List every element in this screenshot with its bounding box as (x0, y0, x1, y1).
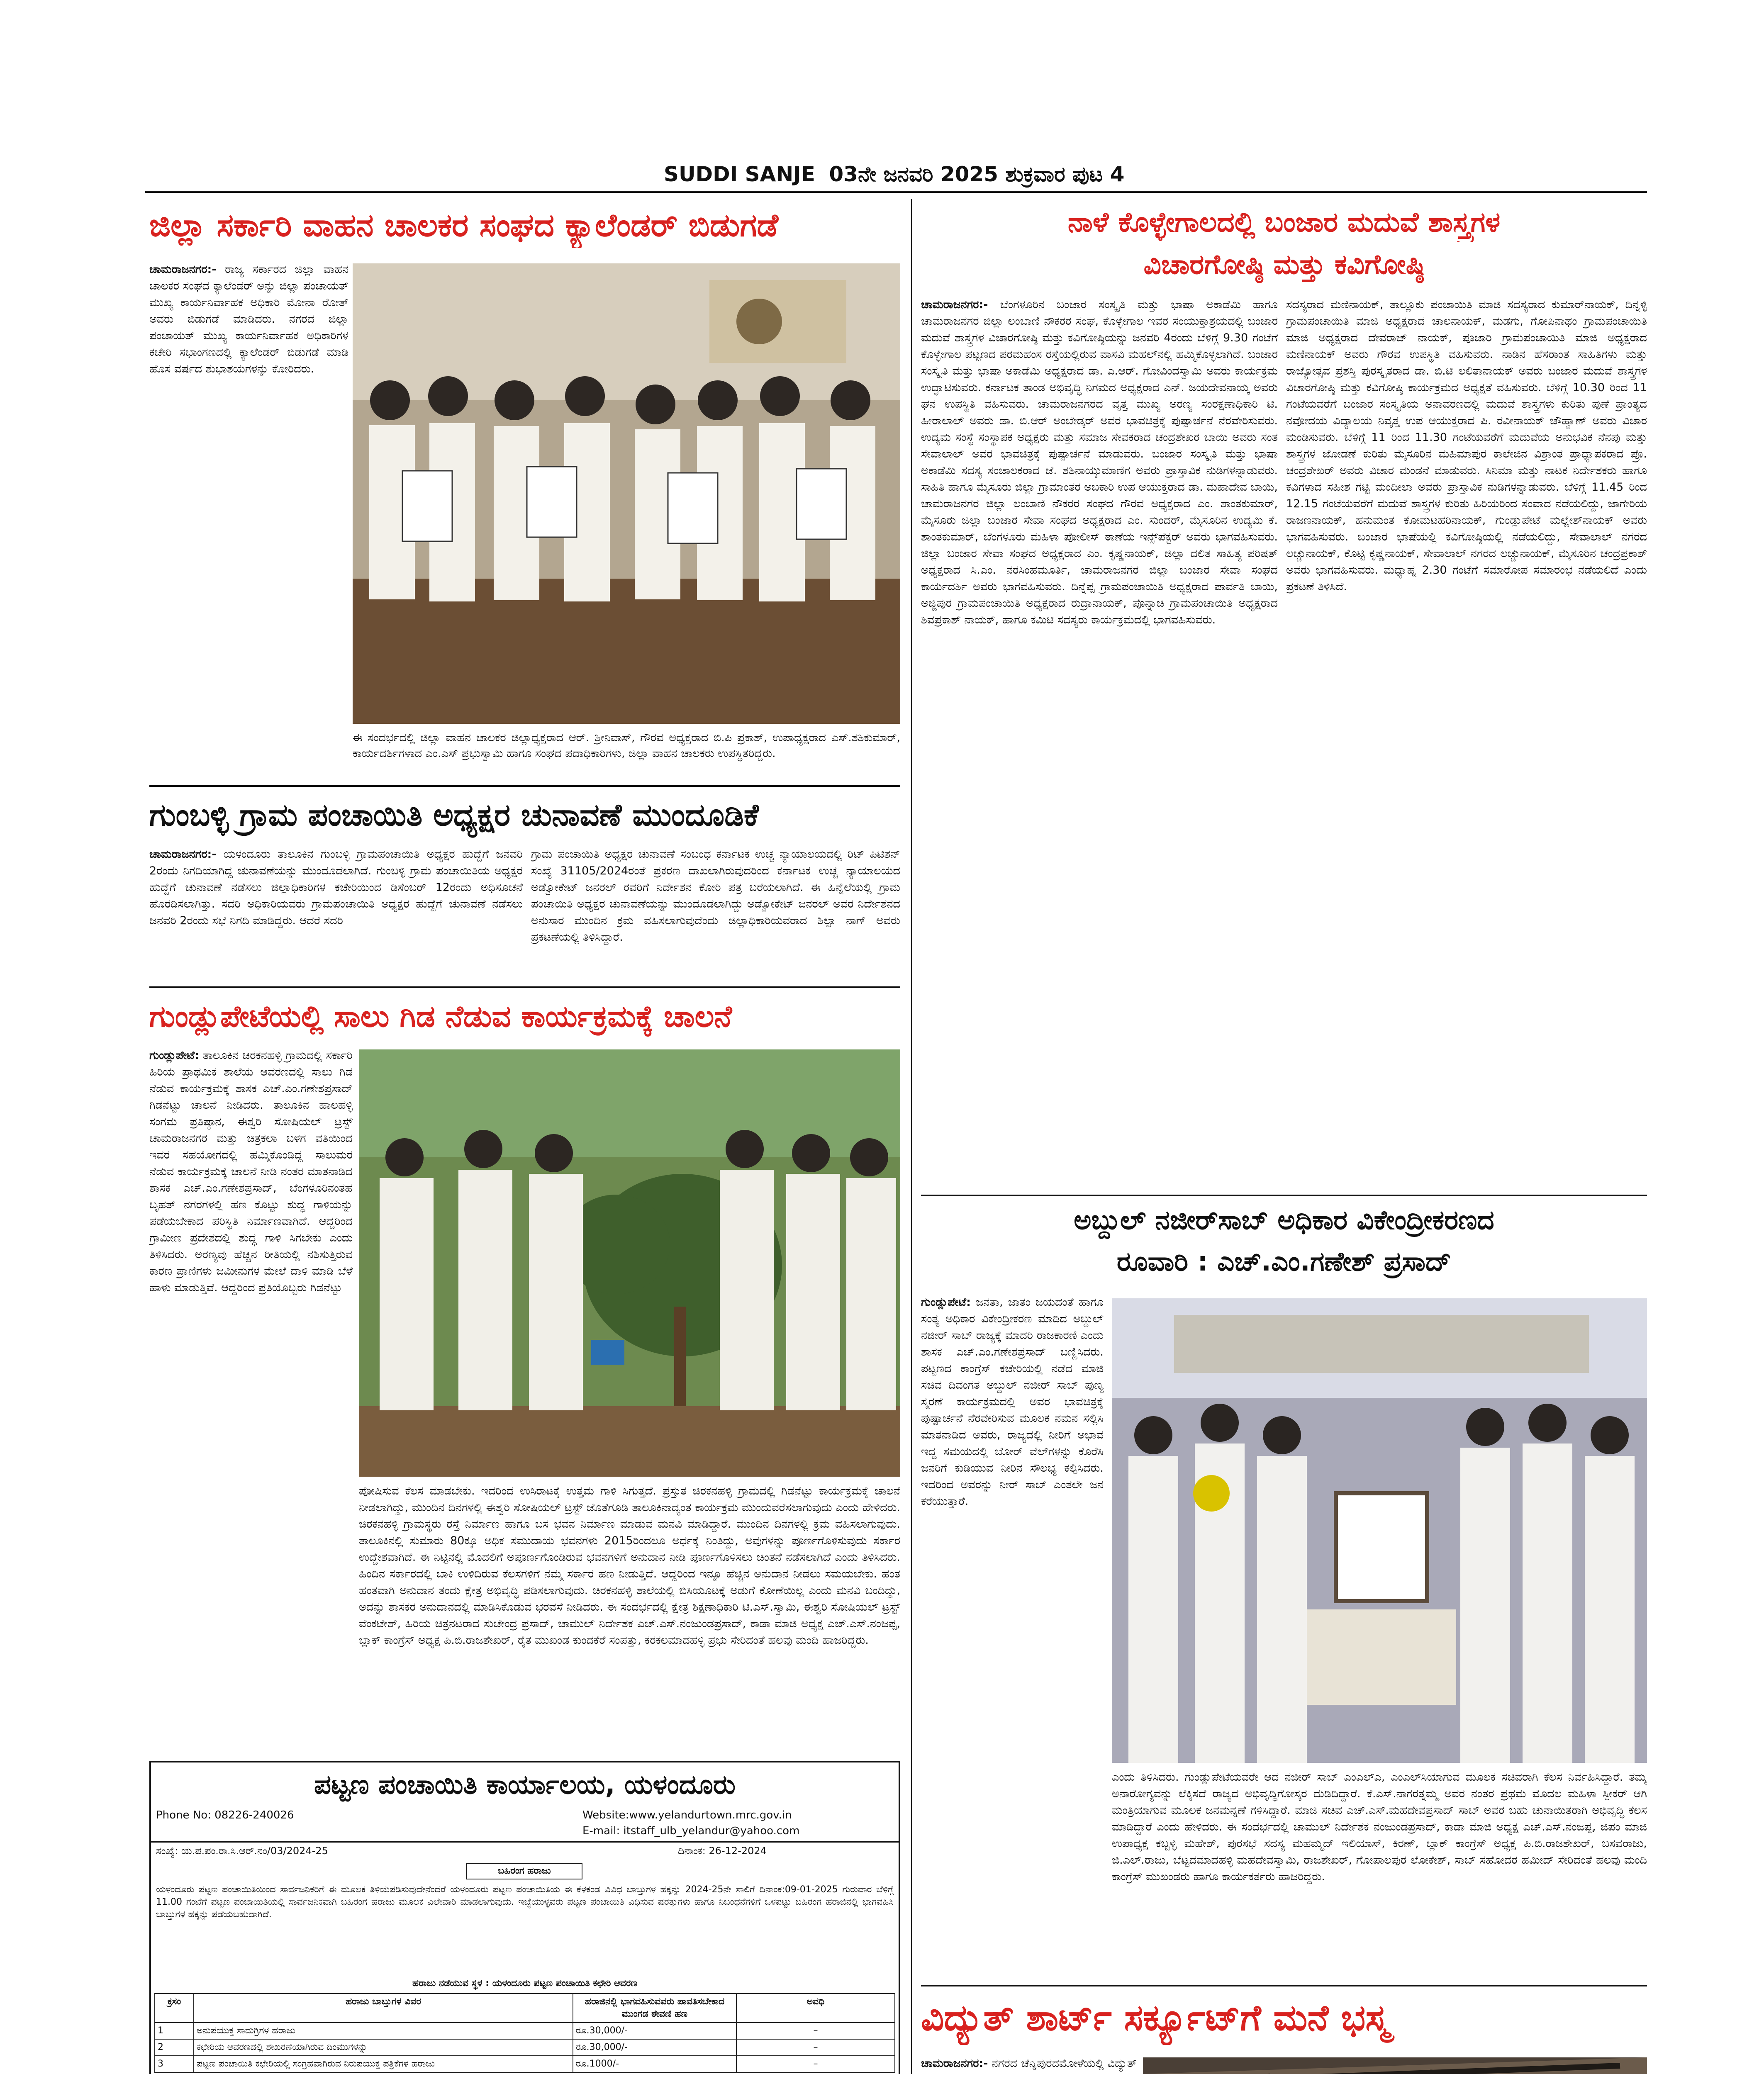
cell: ಕಛೇರಿಯ ಆವರಣದಲ್ಲಿ ಶೇಖರಣೆಯಾಗಿರುವ ದಿಂಮುಗಳನ್ನು (194, 2039, 573, 2056)
cell: ರೂ.30,000/- (573, 2039, 736, 2056)
story3-dateline: ಗುಂಡ್ಲುಪೇಟೆ: (149, 1049, 199, 1062)
cell: – (736, 2039, 895, 2056)
cell: 2 (155, 2039, 194, 2056)
story4-headline-2: ವಿಚಾರಗೋಷ್ಠಿ ಮತ್ತು ಕವಿಗೋಷ್ಠಿ (1143, 248, 1425, 280)
cell: – (736, 2056, 895, 2072)
phone-number: Phone No: 08226-240026 (156, 1809, 294, 1821)
rule-story3 (149, 986, 900, 988)
table-row (155, 2056, 895, 2072)
story1-photo (353, 263, 900, 724)
burnt-house-photo (1143, 2057, 1647, 2074)
story6-headline: ವಿದ್ಯುತ್ ಶಾರ್ಟ್ ಸರ್ಕ್ಯೂಟ್‌ಗೆ ಮನೆ ಭಸ್ಮ (921, 1997, 1389, 2039)
story1-headline: ಜಿಲ್ಲಾ ಸರ್ಕಾರಿ ವಾಹನ ಚಾಲಕರ ಸಂಘದ ಕ್ಯಾಲೆಂಡರ್ ಬಿಡುಗಡೆ (149, 207, 778, 243)
story2-col1 (149, 846, 523, 979)
story4-dateline: ಚಾಮರಾಜನಗರ:- (921, 298, 988, 311)
col-header: ಅವಧಿ (736, 1994, 895, 2023)
cell: 1 (155, 2023, 194, 2039)
cell: ರೂ.1000/- (573, 2056, 736, 2072)
email: E-mail: itstaff_ulb_yelandur@yahoo.com (582, 1825, 800, 1837)
story5-caption: ಎಂದು ತಿಳಿಸಿದರು. ಗುಂಡ್ಲುಪೇಟೆಯವರೇ ಆದ ನಜೀರ್ ಸಾಬ್ ಎಂಎಲ್‌ಎ, ಎಂಎಲ್‌ಸಿಯಾಗುವ ಮೂಲಕ ಸಚಿವರಾಗಿ ಕೆಲಸ ನಿರ್ವಹಿಸಿದ್ದಾರೆ. ತಮ್ಮ ಅನಾರೋಗ್ಯವನ್ನು ಲೆಕ್ಕಿಸದೆ ರಾಜ್ಯದ ಅಭಿವೃದ್ಧಿಗೋಸ್ಕರ ದುಡಿದಿದ್ದಾರೆ. ಕೆ.ಎಸ್.ನಾಗರತ್ನಮ್ಮ ಅವರ ನಂತರ ಪ್ರಥಮ ಮೊದಲ ಮಹಿಳಾ ಸ್ಪೀಕರ್ ಆಗಿ ಮಂತ್ರಿಯಾಗುವ ಮೂಲಕ ಜನಮನ್ನಣೆ ಗಳಿಸಿದ್ದಾರೆ. ಮಾಜಿ ಸಚಿವ ಎಚ್.ಎಸ್.ಮಹದೇವಪ್ರಸಾದ್ ಸಾಬ್ ಅವರ ಬಹು ಚುನಾಯಿತರಾಗಿ ಅಭಿವೃದ್ಧಿ ಕೆಲಸ ಮಾಡಿದ್ದಾರೆ ಎಂದು ಹೇಳಿದರು. ಈ ಸಂದರ್ಭದಲ್ಲಿ ಚಾಮುಲ್ ನಿರ್ದೇಶಕ ನಂಜುಂಡಪ್ರಸಾದ್, ಕಾಡಾ ಮಾಜಿ ಅಧ್ಯಕ್ಷ ಎಚ್.ಎಸ್.ನಂಜಪ್ಪ, ಜಿಪಂ ಮಾಜಿ ಉಪಾಧ್ಯಕ್ಷ ಕಬ್ಬಳ್ಳಿ ಮಹೇಶ್, ಪುರಸಭೆ ಸದಸ್ಯ ಮಹಮ್ಮದ್ ಇಲಿಯಾಸ್, ಕಿರಣ್, ಬ್ಲಾಕ್ ಕಾಂಗ್ರೆಸ್ ಅಧ್ಯಕ್ಷ ಪಿ.ಬಿ.ರಾಜಶೇಖರ್, ಬಸವರಾಜು, ಜಿ.ಎಲ್.ರಾಜು, ಬೆಟ್ಟದಮಾದಹಳ್ಳಿ ಮಹದೇವಸ್ವಾಮಿ, ರಾಜಶೇಖರ್, ಗೋಪಾಲಪುರ ಲೋಕೇಶ್, ಸಾಬ್ ಸಹೋದರ ಹಮೀದ್ ಸೇರಿದಂತೆ ಹಲವು ಮಂದಿ ಕಾಂಗ್ರೆಸ್ ಮುಖಂಡರು ಹಾಗೂ ಕಾರ್ಯಕರ್ತರು ಹಾಜರಿದ್ದರು. (1112, 1771, 1647, 1883)
notice-intro: ಯಳಂದೂರು ಪಟ್ಟಣ ಪಂಚಾಯಿತಿಯಿಂದ ಸಾರ್ವಜನಿಕರಿಗೆ ಈ ಮೂಲಕ ತಿಳಿಯಪಡಿಸುವುದೇನೆಂದರೆ ಯಳಂದೂರು ಪಟ್ಟಣ ಪಂಚಾಯಿತಿಯ ಈ ಕೆಳಕಂಡ ವಿವಿಧ ಬಾಬ್ತುಗಳ ಹಕ್ಕನ್ನು 2024-25ನೇ ಸಾಲಿಗೆ ದಿನಾಂಕ:09-01-2025 ಗುರುವಾರ ಬೆಳಿಗ್ಗೆ 11.00 ಗಂಟೆಗೆ ಪಟ್ಟಣ ಪಂಚಾಯಿತಿಯಲ್ಲಿ ಸಾರ್ವಜನಿಕವಾಗಿ ಬಹಿರಂಗ ಹರಾಜು ಮೂಲಕ ವಿಲೇವಾರಿ ಮಾಡಲಾಗುವುದು. ಇಚ್ಛೆಯುಳ್ಳವರು ಪಟ್ಟಣ ಪಂಚಾಯಿತಿ ವಿಧಿಸುವ ಷರತ್ತುಗಳು ಹಾಗೂ ನಿಬಂಧನೆಗಳಿಗೆ ಒಳಪಟ್ಟು ಬಹಿರಂಗ ಹರಾಜಿನಲ್ಲಿ ಭಾಗವಹಿಸಿ ಬಾಬ್ತುಗಳ ಹಕ್ಕನ್ನು ಪಡೆಯಬಹುದಾಗಿದೆ. (156, 1884, 894, 1920)
story5-photo (1112, 1298, 1647, 1763)
col-header: ಹರಾಜಿನಲ್ಲಿ ಭಾಗವಹಿಸುವವರು ಪಾವತಿಸಬೇಕಾದ ಮುಂಗಡ ಠೇವಣಿ ಹಣ (573, 1994, 736, 2023)
story6-dateline: ಚಾಮರಾಜನಗರ:- (921, 2057, 988, 2070)
cell: ಪಟ್ಟಣ ಪಂಚಾಯಿತಿ ಕಛೇರಿಯಲ್ಲಿ ಸಂಗ್ರಹವಾಗಿರುವ ನಿರುಪಯುಕ್ತ ಪತ್ರಿಕೆಗಳ ಹರಾಜು (194, 2056, 573, 2072)
story1-dateline: ಚಾಮರಾಜನಗರ:- (149, 263, 217, 276)
story2-dateline: ಚಾಮರಾಜನಗರ:- (149, 848, 217, 861)
office-title: ಪಟ್ಟಣ ಪಂಚಾಯಿತಿ ಕಾರ್ಯಾಲಯ, ಯಳಂದೂರು (314, 1770, 736, 1800)
auction-notice (149, 1761, 900, 2074)
story1-body (149, 261, 348, 635)
venue-line: ಹರಾಜು ನಡೆಯುವ ಸ್ಥಳ : ಯಳಂದೂರು ಪಟ್ಟಣ ಪಂಚಾಯಿತಿ ಕಛೇರಿ ಆವರಣ (412, 1978, 638, 1989)
story5-dateline: ಗುಂಡ್ಲುಪೇಟೆ: (921, 1296, 971, 1309)
story3-photo (359, 1049, 900, 1477)
story1-caption: ಈ ಸಂದರ್ಭದಲ್ಲಿ ಜಿಲ್ಲಾ ವಾಹನ ಚಾಲಕರ ಜಿಲ್ಲಾಧ್ಯಕ್ಷರಾದ ಆರ್. ಶ್ರೀನಿವಾಸ್, ಗೌರವ ಅಧ್ಯಕ್ಷರಾದ ಬಿ.ಪಿ ಪ್ರಕಾಶ್, ಉಪಾಧ್ಯಕ್ಷರಾದ ಎಸ್.ಶಶಿಕುಮಾರ್, ಕಾರ್ಯದರ್ಶಿಗಳಾದ ಎಂ.ಎಸ್ ಪ್ರಭುಸ್ವಾಮಿ ಹಾಗೂ ಸಂಘದ ಪದಾಧಿಕಾರಿಗಳು, ಜಿಲ್ಲಾ ವಾಹನ ಚಾಲಕರು ಉಪಸ್ಥಿತರಿದ್ದರು. (353, 731, 900, 760)
table-row (155, 2023, 895, 2039)
story2-text1: ಯಳಂದೂರು ತಾಲೂಕಿನ ಗುಂಬಳ್ಳಿ ಗ್ರಾಮಪಂಚಾಯಿತಿ ಅಧ್ಯಕ್ಷರ ಹುದ್ದೆಗೆ ಜನವರಿ 2ರಂದು ನಿಗದಿಯಾಗಿದ್ದ ಚುನಾವಣೆಯನ್ನು ಮುಂದೂಡಲಾಗಿದೆ. ಗುಂಬಳ್ಳಿ ಗ್ರಾಮ ಪಂಚಾಯಿತಿಯ ಅಧ್ಯಕ್ಷರ ಹುದ್ದೆಗೆ ಚುನಾವಣೆ ನಡೆಸಲು ಜಿಲ್ಲಾಧಿಕಾರಿಗಳ ಕಚೇರಿಯಿಂದ ಡಿಸೆಂಬರ್ 12ರಂದು ಅಧಿಸೂಚನೆ ಹೊರಡಿಸಲಾಗಿತ್ತು. ಸದರಿ ಅಧಿಕಾರಿಯವರು ಗ್ರಾಮಪಂಚಾಯಿತಿ ಅಧ್ಯಕ್ಷರ ಹುದ್ದೆಗೆ ಚುನಾವಣೆ ನಡೆಸಲು ಜನವರಿ 2ರಂದು ಸಭೆ ನಿಗದಿ ಮಾಡಿದ್ದರು. ಆದರೆ ಸದರಿ (149, 848, 523, 927)
story3-headline: ಗುಂಡ್ಲುಪೇಟೆಯಲ್ಲಿ ಸಾಲು ಗಿಡ ನೆಡುವ ಕಾರ್ಯಕ್ರಮಕ್ಕೆ ಚಾಲನೆ (149, 999, 732, 1034)
calendar-release-photo (353, 263, 900, 724)
story6-col1 (921, 2055, 1137, 2074)
column-divider (911, 199, 912, 2074)
table-row (155, 2039, 895, 2056)
website: Website:www.yelandurtown.mrc.gov.in (582, 1809, 792, 1821)
story2-col2: ಗ್ರಾಮ ಪಂಚಾಯಿತಿ ಅಧ್ಯಕ್ಷರ ಚುನಾವಣೆ ಸಂಬಂಧ ಕರ್ನಾಟಕ ಉಚ್ಚ ನ್ಯಾಯಾಲಯದಲ್ಲಿ ರಿಟ್ ಪಿಟಿಶನ್ ಸಂಖ್ಯೆ 31105/2024ರಂತೆ ಪ್ರಕರಣ ದಾಖಲಾಗಿರುವುದರಿಂದ ಕರ್ನಾಟಕ ಉಚ್ಚ ನ್ಯಾಯಾಲಯದ ಅಡ್ವೋಕೇಟ್ ಜನರಲ್ ರವರಿಗೆ ನಿರ್ದೇಶನ ಕೋರಿ ಪತ್ರ ಬರೆಯಲಾಗಿದೆ. ಈ ಹಿನ್ನೆಲೆಯಲ್ಲಿ ಗ್ರಾಮ ಪಂಚಾಯಿತಿ ಅಧ್ಯಕ್ಷರ ಚುನಾವಣೆಯನ್ನು ಮುಂದೂಡಲಾಗಿದ್ದು ಅಡ್ವೋಕೇಟ್ ಜನರಲ್ ಅವರ ನಿರ್ದೇಶನದ ಅನುಸಾರ ಮುಂದಿನ ಕ್ರಮ ವಹಿಸಲಾಗುವುದೆಂದು ಜಿಲ್ಲಾಧಿಕಾರಿಯವರಾದ ಶಿಲ್ಪಾ ನಾಗ್ ಅವರು ಪ್ರಕಟಣೆಯಲ್ಲಿ ತಿಳಿಸಿದ್ದಾರೆ. (531, 848, 900, 944)
story3-col1 (149, 1047, 353, 1748)
notice-title: ಬಹಿರಂಗ ಹರಾಜು (466, 1863, 582, 1879)
cell: ಅನುಪಯುಕ್ತ ಸಾಮಗ್ರಿಗಳ ಹರಾಜು (194, 2023, 573, 2039)
story3-text1: ತಾಲೂಕಿನ ಚಿರಕನಹಳ್ಳಿ ಗ್ರಾಮದಲ್ಲಿ ಸರ್ಕಾರಿ ಹಿರಿಯ ಪ್ರಾಥಮಿಕ ಶಾಲೆಯ ಆವರಣದಲ್ಲಿ ಸಾಲು ಗಿಡ ನೆಡುವ ಕಾರ್ಯಕ್ರಮಕ್ಕೆ ಶಾಸಕ ಎಚ್.ಎಂ.ಗಣೇಶಪ್ರಸಾದ್ ಗಿಡನೆಟ್ಟು ಚಾಲನೆ ನೀಡಿದರು. ತಾಲೂಕಿನ ಹಾಲಹಳ್ಳಿ ಸಂಗಮ ಪ್ರತಿಷ್ಠಾನ, ಈಶ್ವರಿ ಸೋಷಿಯಲ್ ಟ್ರಸ್ಟ್ ಚಾಮರಾಜನಗರ ಮತ್ತು ಚಿತ್ರಕಲಾ ಬಳಗ ವತಿಯಿಂದ ಇವರ ಸಹಯೋಗದಲ್ಲಿ ಹಮ್ಮಿಕೊಂಡಿದ್ದ ಸಾಲುಮರ ನೆಡುವ ಕಾರ್ಯಕ್ರಮಕ್ಕೆ ಚಾಲನೆ ನೀಡಿ ನಂತರ ಮಾತನಾಡಿದ ಶಾಸಕ ಎಚ್.ಎಂ.ಗಣೇಶಪ್ರಸಾದ್, ಬೆಂಗಳೂರಿನಂತಹ ಬೃಹತ್ ನಗರಗಳಲ್ಲಿ ಹಣ ಕೊಟ್ಟು ಶುದ್ಧ ಗಾಳಿಯನ್ನು ಪಡೆಯಬೇಕಾದ ಪರಿಸ್ಥಿತಿ ನಿರ್ಮಾಣವಾಗಿದೆ. ಆದ್ದರಿಂದ ಗ್ರಾಮೀಣ ಪ್ರದೇಶದಲ್ಲಿ ಶುದ್ಧ ಗಾಳಿ ಸಿಗಬೇಕು ಎಂದು ತಿಳಿಸಿದರು. ಅರಣ್ಯವು ಹೆಚ್ಚಿನ ರೀತಿಯಲ್ಲಿ ನಶಿಸುತ್ತಿರುವ ಕಾರಣ ಪ್ರಾಣಿಗಳು ಜಮೀನುಗಳ ಮೇಲೆ ದಾಳಿ ಮಾಡಿ ಬೆಳೆ ಹಾಳು ಮಾಡುತ್ತಿವೆ. ಆದ್ದರಿಂದ ಪ್ರತಿಯೊಬ್ಬರು ಗಿಡನೆಟ್ಟು (149, 1049, 353, 1294)
story5-text1: ಜನತಾ, ಜಾತಂ ಜಯದಂತೆ ಹಾಗೂ ಸಂತ್ಯ ಅಧಿಕಾರ ವಿಕೇಂದ್ರೀಕರಣ ಮಾಡಿದ ಅಬ್ದುಲ್ ನಜೀರ್ ಸಾಬ್ ರಾಜ್ಯಕ್ಕೆ ಮಾದರಿ ರಾಜಕಾರಣಿ ಎಂದು ಶಾಸಕ ಎಚ್.ಎಂ.ಗಣೇಶಪ್ರಸಾದ್ ಬಣ್ಣಿಸಿದರು. ಪಟ್ಟಣದ ಕಾಂಗ್ರೆಸ್ ಕಚೇರಿಯಲ್ಲಿ ನಡೆದ ಮಾಜಿ ಸಚಿವ ದಿವಂಗತ ಅಬ್ದುಲ್ ನಜೀರ್ ಸಾಬ್ ಪುಣ್ಯ ಸ್ಮರಣೆ ಕಾರ್ಯಕ್ರಮದಲ್ಲಿ ಅವರ ಭಾವಚಿತ್ರಕ್ಕೆ ಪುಷ್ಪಾರ್ಚನೆ ನೆರವೇರಿಸುವ ಮೂಲಕ ನಮನ ಸಲ್ಲಿಸಿ ಮಾತನಾಡಿದ ಅವರು, ರಾಜ್ಯದಲ್ಲಿ ನೀರಿಗೆ ಅಭಾವ ಇದ್ದ ಸಮಯದಲ್ಲಿ ಬೋರ್ ವೆಲ್‌ಗಳನ್ನು ಕೊರೆಸಿ ಜನರಿಗೆ ಕುಡಿಯುವ ನೀರಿನ ಸೌಲಭ್ಯ ಕಲ್ಪಿಸಿದರು. ಇದರಿಂದ ಅವರನ್ನು ನೀರ್ ಸಾಬ್ ಎಂತಲೇ ಜನ ಕರೆಯುತ್ತಾರೆ. (921, 1296, 1104, 1508)
story1-text: ರಾಜ್ಯ ಸರ್ಕಾರದ ಜಿಲ್ಲಾ ವಾಹನ ಚಾಲಕರ ಸಂಘದ ಕ್ಯಾಲೆಂಡರ್ ಅನ್ನು ಜಿಲ್ಲಾ ಪಂಚಾಯತ್ ಮುಖ್ಯ ಕಾರ್ಯನಿರ್ವಾಹಕ ಅಧಿಕಾರಿ ಮೋನಾ ರೋತ್ ಅವರು ಬಿಡುಗಡೆ ಮಾಡಿದರು. ನಗರದ ಜಿಲ್ಲಾ ಪಂಚಾಯತ್ ಮುಖ್ಯ ಕಾರ್ಯನಿರ್ವಾಹಕ ಅಧಿಕಾರಿಗಳ ಕಚೇರಿ ಸಭಾಂಗಣದಲ್ಲಿ ಕ್ಯಾಲೆಂಡರ್ ಬಿಡುಗಡೆ ಮಾಡಿ ಹೊಸ ವರ್ಷದ ಶುಭಾಶಯಗಳನ್ನು ಕೋರಿದರು. (149, 263, 348, 375)
paper-name: SUDDI SANJE (664, 162, 815, 186)
story5-headline-1: ಅಬ್ದುಲ್ ನಜೀರ್‌ಸಾಬ್ ಅಧಿಕಾರ ವಿಕೇಂದ್ರೀಕರಣದ (1074, 1205, 1494, 1236)
col-header: ಹರಾಜು ಬಾಬ್ತುಗಳ ವಿವರ (194, 1994, 573, 2023)
masthead (664, 160, 1162, 189)
rule-story6 (921, 1985, 1647, 1986)
col-header: ಕ್ರಸಂ (155, 1994, 194, 2023)
story2-headline: ಗುಂಬಳ್ಳಿ ಗ್ರಾಮ ಪಂಚಾಯಿತಿ ಅಧ್ಯಕ್ಷರ ಚುನಾವಣೆ ಮುಂದೂಡಿಕೆ (149, 797, 759, 833)
notice-date: ದಿನಾಂಕ: 26-12-2024 (678, 1845, 767, 1857)
story6-photo (1143, 2057, 1647, 2074)
memorial-tribute-photo (1112, 1298, 1647, 1763)
story6-text1: ನಗರದ ಚೆನ್ನಿಪುರದಮೋಳೆಯಲ್ಲಿ ವಿದ್ಯುತ್ (992, 2057, 1137, 2070)
story5-col1 (921, 1294, 1104, 1974)
tree-planting-photo (359, 1049, 900, 1477)
story4-headline-1: ನಾಳೆ ಕೊಳ್ಳೇಗಾಲದಲ್ಲಿ ಬಂಜಾರ ಮದುವೆ ಶಾಸ್ತ್ರಗಳ (1067, 206, 1501, 238)
cell: 3 (155, 2056, 194, 2072)
masthead-rule (145, 191, 1647, 193)
story5-headline-2: ರೂವಾರಿ : ಎಚ್.ಎಂ.ಗಣೇಶ್ ಪ್ರಸಾದ್ (1116, 1246, 1452, 1277)
reference-number: ಸಂಖ್ಯೆ: ಯ.ಪ.ಪಂ.ರಾ.ಸಿ.ಆರ್.ನಂ/03/2024-25 (156, 1845, 328, 1857)
rule-story2 (149, 785, 900, 787)
rule-story5 (921, 1195, 1647, 1196)
story4-col2: ಸದಸ್ಯರಾದ ಮಣಿನಾಯಕ್, ತಾಲ್ಲೂಕು ಪಂಚಾಯಿತಿ ಮಾಜಿ ಸದಸ್ಯರಾದ ಕುಮಾರ್‌ನಾಯಕ್, ದಿನ್ನಳ್ಳಿ ಗ್ರಾಮಪಂಚಾಯಿತಿ ಮಾಜಿ ಅಧ್ಯಕ್ಷರಾದ ಚಾಲನಾಯಕ್, ಮಡಗು, ಗೋಪಿನಾಥಂ ಗ್ರಾಮಪಂಚಾಯಿತಿ ಮಾಜಿ ಅಧ್ಯಕ್ಷರಾದ ದೇವರಾಜ್ ನಾಯಕ್, ಪೂಜಾರಿ ಗ್ರಾಮಪಂಚಾಯಿತಿ ಮಾಜಿ ಅಧ್ಯಕ್ಷರಾದ ಮಣಿನಾಯಕ್ ಅವರು ಗೌರವ ಉಪಸ್ಥಿತಿ ವಹಿಸುವರು. ನಾಡಿನ ಹೆಸರಾಂತ ಸಾಹಿತಿಗಳು ಮತ್ತು ರಾಜ್ಯೋತ್ಸವ ಪ್ರಶಸ್ತಿ ಪುರಸ್ಕೃತರಾದ ಡಾ. ಬಿ.ಟಿ ಲಲಿತಾನಾಯಕ್ ಅವರು ಬಂಜಾರ ಮದುವೆ ಶಾಸ್ತ್ರಗಳ ವಿಚಾರಗೋಷ್ಠಿ ಮತ್ತು ಕವಿಗೋಷ್ಠಿ ಕಾರ್ಯಕ್ರಮದ ಅಧ್ಯಕ್ಷತೆ ವಹಿಸುವರು. ಬೆಳಿಗ್ಗೆ 10.30 ರಿಂದ 11 ಗಂಟೆಯವರೆಗೆ ಬಂಜಾರ ಸಂಸ್ಕೃತಿಯ ಅನಾವರಣದಲ್ಲಿ ಮದುವೆ ಶಾಸ್ತ್ರಗಳು ಕುರಿತು ಪುಣೆ ಪ್ರಾಂತ್ಯದ ನವೋದಯ ವಿದ್ಯಾಲಯ ನಿವೃತ್ತ ಉಪ ಆಯುಕ್ತರಾದ ಪಿ. ರವೀನಾಯಕ್ ಚೌಹ್ವಾಣ್ ಅವರು ವಿಚಾರ ಮಂಡಿಸುವರು. ಬೆಳಿಗ್ಗೆ 11 ರಿಂದ 11.30 ಗಂಟೆಯವರೆಗೆ ಮದುವೆಯ ಅನುಭವಿಕ ನೆನಪು ಮತ್ತು ಶಾಸ್ತ್ರಗಳ ಜೋಡಣೆ ಕುರಿತು ಮೈಸೂರಿನ ಮಹಿಮಾಪುರ ಕಾಲೇಜಿನ ವಿಶ್ರಾಂತ ಪ್ರಾಧ್ಯಾಪಕರಾದ ಪ್ರೊ. ಚಂದ್ರಶೇಖರ್ ಅವರು ವಿಚಾರ ಮಂಡನೆ ಮಾಡುವರು. ಸಿನಿಮಾ ಮತ್ತು ನಾಟಕ ನಿರ್ದೇಶಕರು ಹಾಗೂ ಕವಿಗಳಾದ ಸಹೀಶ ಗಟ್ಟಿ ಮಂದೀಲಾ ಅವರು ಪ್ರಾಸ್ತಾವಿಕ ನುಡಿಗಳನ್ನಾಡುವರು. ಬೆಳಿಗ್ಗೆ 11.45 ರಿಂದ 12.15 ಗಂಟೆಯವರೆಗೆ ಮದುವೆ ಶಾಸ್ತ್ರಗಳ ಕುರಿತು ಹಿರಿಯರಿಂದ ಸಂವಾದ ನಡೆಯಲಿದ್ದು, ಜಾಗೇರಿಯ ರಾಜಣನಾಯಕ್, ಹನುಮಂತ ಕೋಮಟಹರಿನಾಯಕ್, ಗುಂಡ್ಲುಪೇಟೆ ಮಲ್ಲೇಶ್‌ನಾಯಕ್ ಅವರು ಭಾಗವಹಿಸುವರು. ಬಂಜಾರ ಭಾಷೆಯಲ್ಲಿ ಕವಿಗೋಷ್ಠಿಯಲ್ಲಿ ನಡೆಯಲಿದ್ದು, ಸೇವಾಲಾಲ್ ನಗರದ ಲಚ್ಚುನಾಯಕ್, ಕೊಟ್ಟಿ ಕೃಷ್ಣನಾಯಕ್, ಸೇವಾಲಾಲ್ ನಗರದ ಲಚ್ಚುನಾಯಕ್, ಮೈಸೂರಿನ ಚಂದ್ರಪ್ರಕಾಶ್ ಅವರು ಭಾಗವಹಿಸುವರು. ಮಧ್ಯಾಹ್ನ 2.30 ಗಂಟೆಗೆ ಸಮಾರೋಪ ಸಮಾರಂಭ ನಡೆಯಲಿದೆ ಎಂದು ಪ್ರಕಟಣೆ ತಿಳಿಸಿದೆ. (1286, 298, 1647, 593)
story3-col2: ಪೋಷಿಸುವ ಕೆಲಸ ಮಾಡಬೇಕು. ಇದರಿಂದ ಉಸಿರಾಟಕ್ಕೆ ಉತ್ತಮ ಗಾಳಿ ಸಿಗುತ್ತದೆ. ಪ್ರಸ್ತುತ ಚಿರಕನಹಳ್ಳಿ ಗ್ರಾಮದಲ್ಲಿ ಗಿಡನೆಟ್ಟು ಕಾರ್ಯಕ್ರಮಕ್ಕೆ ಚಾಲನೆ ನೀಡಲಾಗಿದ್ದು, ಮುಂದಿನ ದಿನಗಳಲ್ಲಿ ಈಶ್ವರಿ ಸೋಷಿಯಲ್ ಟ್ರಸ್ಟ್ ಜೊತೆಗೂಡಿ ತಾಲೂಕಿನಾದ್ಯಂತ ಕಾರ್ಯಕ್ರಮ ಮುಂದುವರೆಸಲಾಗುವುದು ಎಂದು ಹೇಳಿದರು. ಚಿರಕನಹಳ್ಳಿ ಗ್ರಾಮಸ್ಥರು ರಸ್ತೆ ನಿರ್ಮಾಣ ಹಾಗೂ ಬಸ ಭವನ ನಿರ್ಮಾಣ ಮಾಡುವ ಮನವಿ ಮಾಡಿದ್ದಾರೆ. ಮುಂದಿನ ದಿನಗಳಲ್ಲಿ ಕ್ರಮ ವಹಿಸಲಾಗುವುದು. ತಾಲೂಕಿನಲ್ಲಿ ಸುಮಾರು 80ಕ್ಕೂ ಅಧಿಕ ಸಮುದಾಯ ಭವನಗಳು 2015ರಿಂದಲೂ ಅರ್ಧಕ್ಕೆ ನಿಂತಿದ್ದು, ಅವುಗಳನ್ನು ಪೂರ್ಣಗೊಳಿಸುವುದು ಸರ್ಕಾರ ಉದ್ದೇಶವಾಗಿದೆ. ಈ ನಿಟ್ಟಿನಲ್ಲಿ ಮೊದಲಿಗೆ ಅಪೂರ್ಣಗೊಂಡಿರುವ ಭವನಗಳಿಗೆ ಅನುದಾನ ನೀಡಿ ಪೂರ್ಣಗೊಳಿಸಲು ಚಿಂತನೆ ನಡೆಸಲಾಗಿದೆ ಎಂದು ತಿಳಿಸಿದರು. ಹಿಂದಿನ ಸರ್ಕಾರದಲ್ಲಿ ಬಾಕಿ ಉಳಿದಿರುವ ಕೆಲಸಗಳಿಗೆ ನಮ್ಮ ಸರ್ಕಾರ ಹಣ ನೀಡುತ್ತಿದೆ. ಆದ್ದರಿಂದ ಇನ್ನೂ ಹೆಚ್ಚಿನ ಅನುದಾನ ನೀಡಲು ಸಮಯಬೇಕು. ಹಂತ ಹಂತವಾಗಿ ಅನುದಾನ ತಂದು ಕ್ಷೇತ್ರ ಅಭಿವೃದ್ಧಿ ಪಡಿಸಲಾಗುವುದು. ಚಿರಕನಹಳ್ಳಿ ಶಾಲೆಯಲ್ಲಿ ಬಿಸಿಯೂಟಕ್ಕೆ ಅಡುಗೆ ಕೋಣೆಯಿಲ್ಲ ಎಂದು ಮನವಿ ಬಂದಿದ್ದು, ಅದನ್ನು ಶಾಸಕರ ಅನುದಾನದಲ್ಲಿ ಮಾಡಿಸಿಕೊಡುವ ಭರವಸೆ ನೀಡಿದರು. ಈ ಸಂದರ್ಭದಲ್ಲಿ ಕ್ಷೇತ್ರ ಶಿಕ್ಷಣಾಧಿಕಾರಿ ಟಿ.ಎಸ್.ಸ್ವಾಮಿ, ಈಶ್ವರಿ ಸೋಷಿಯಲ್ ಟ್ರಸ್ಟ್ ವೆಂಕಟೇಶ್, ಹಿರಿಯ ಚಿತ್ರನಟರಾದ ಸುಚೇಂದ್ರ ಪ್ರಸಾದ್, ಚಾಮುಲ್ ನಿರ್ದೇಶಕ ಎಚ್.ಎಸ್.ನಂಜುಂಡಪ್ರಸಾದ್, ಕಾಡಾ ಮಾಜಿ ಅಧ್ಯಕ್ಷ ಎಚ್.ಎಸ್.ನಂಜಪ್ಪ, ಬ್ಲಾಕ್ ಕಾಂಗ್ರೆಸ್ ಅಧ್ಯಕ್ಷ ಪಿ.ಬಿ.ರಾಜಶೇಖರ್, ರೈತ ಮುಖಂಡ ಕುಂದಕೆರೆ ಸಂಪತ್ತು, ಕರಕಲಮಾದಹಳ್ಳಿ ಪ್ರಭು ಸೇರಿದಂತೆ ಹಲವು ಮಂದಿ ಹಾಜರಿದ್ದರು. (359, 1485, 900, 1647)
story4-col1 (921, 297, 1278, 1184)
lots-table (154, 1993, 895, 2073)
lots-table-header (155, 1994, 895, 2023)
cell: ರೂ.30,000/- (573, 2023, 736, 2039)
story4-text1: ಬೆಂಗಳೂರಿನ ಬಂಜಾರ ಸಂಸ್ಕೃತಿ ಮತ್ತು ಭಾಷಾ ಅಕಾಡೆಮಿ ಹಾಗೂ ಚಾಮರಾಜನಗರ ಜಿಲ್ಲಾ ಲಂಬಾಣಿ ನೌಕರರ ಸಂಘ, ಕೊಳ್ಳೇಗಾಲ ಇವರ ಸಂಯುಕ್ತಾಶ್ರಯದಲ್ಲಿ ಬಂಜಾರ ಮದುವೆ ಶಾಸ್ತ್ರಗಳ ವಿಚಾರಗೋಷ್ಠಿ ಮತ್ತು ಕವಿಗೋಷ್ಠಿಯನ್ನು ಜನವರಿ 4ರಂದು ಬೆಳಿಗ್ಗೆ 9.30 ಗಂಟೆಗೆ ಕೊಳ್ಳೇಗಾಲ ಪಟ್ಟಣದ ಪರಮಹಂಸ ರಸ್ತೆಯಲ್ಲಿರುವ ವಾಸವಿ ಮಹಲ್‌ನಲ್ಲಿ ಹಮ್ಮಿಕೊಳ್ಳಲಾಗಿದೆ. ಬಂಜಾರ ಸಂಸ್ಕೃತಿ ಮತ್ತು ಭಾಷಾ ಅಕಾಡೆಮಿ ಅಧ್ಯಕ್ಷರಾದ ಡಾ. ಎ.ಆರ್. ಗೋವಿಂದಸ್ವಾಮಿ ಅವರು ಕಾರ್ಯಕ್ರಮ ಉದ್ಘಾಟಿಸುವರು. ಕರ್ನಾಟಕ ತಾಂಡ ಅಭಿವೃದ್ಧಿ ನಿಗಮದ ಅಧ್ಯಕ್ಷರಾದ ಎನ್. ಜಯದೇವನಾಯ್ಕ ಅವರು ಘನ ಉಪಸ್ಥಿತಿ ವಹಿಸುವರು. ಚಾಮರಾಜನಗರದ ವೃತ್ತ ಮುಖ್ಯ ಅರಣ್ಯ ಸಂರಕ್ಷಣಾಧಿಕಾರಿ ಟಿ. ಹೀರಾಲಾಲ್ ಅವರು ಡಾ. ಬಿ.ಆರ್ ಅಂಬೇಡ್ಕರ್ ಅವರ ಭಾವಚಿತ್ರಕ್ಕೆ ಪುಷ್ಪಾರ್ಚನೆ ನೆರವೇರಿಸುವರು. ಉದ್ಯಮ ಸಂಸ್ಥೆ ಸಂಸ್ಥಾಪಕ ಅಧ್ಯಕ್ಷರು ಮತ್ತು ಸಮಾಜ ಸೇವಕರಾದ ಚಂದ್ರಶೇಖರ ಬಾಯಿ ಅವರು ಸಂತ ಸೇವಾಲಾಲ್ ಅವರ ಭಾವಚಿತ್ರಕ್ಕೆ ಪುಷ್ಪಾರ್ಚನೆ ಮಾಡುವರು. ಬಂಜಾರ ಸಂಸ್ಕೃತಿ ಮತ್ತು ಭಾಷಾ ಅಕಾಡೆಮಿ ಸದಸ್ಯ ಸಂಚಾಲಕರಾದ ಜೆ. ಶಶಿನಾಯ್ಕುಮಾಣಿಗ ಅವರು ಪ್ರಾಸ್ತಾವಿಕ ನುಡಿಗಳನ್ನಾಡುವರು. ಸಾಹಿತಿ ಹಾಗೂ ಮೈಸೂರು ಜಿಲ್ಲಾ ಗ್ರಾಮಾಂತರ ಅಬಕಾರಿ ಉಪ ಆಯುಕ್ತರಾದ ಡಾ. ಮಹಾದೇವ ಬಾಯಿ, ಚಾಮರಾಜನಗರ ಜಿಲ್ಲಾ ಲಂಬಾಣಿ ನೌಕರರ ಸಂಘದ ಗೌರವ ಅಧ್ಯಕ್ಷರಾದ ಎಂ. ಶಾಂತಕುಮಾರ್, ಮೈಸೂರು ಜಿಲ್ಲಾ ಬಂಜಾರ ಸೇವಾ ಸಂಘದ ಅಧ್ಯಕ್ಷರಾದ ಎಂ. ಸುಂದರ್, ಮೈಸೂರಿನ ಉದ್ಯಮಿ ಕೆ. ಶಾಂತಕುಮಾರ್, ಬೆಂಗಳೂರು ಮಹಿಳಾ ಪೋಲೀಸ್ ಠಾಣೆಯ ಇನ್ಸ್‌ಪೆಕ್ಟರ್ ಅವರು ಭಾಗವಹಿಸುವರು. ಜಿಲ್ಲಾ ಬಂಜಾರ ಸೇವಾ ಸಂಘದ ಅಧ್ಯಕ್ಷರಾದ ಎಂ. ಕೃಷ್ಣನಾಯಕ್, ಜಿಲ್ಲಾ ದಲಿತ ಸಾಹಿತ್ಯ ಪರಿಷತ್ ಅಧ್ಯಕ್ಷರಾದ ಸಿ.ಎಂ. ನರಸಿಂಹಮೂರ್ತಿ, ಚಾಮರಾಜನಗರ ಜಿಲ್ಲಾ ಬಂಜಾರ ಸೇವಾ ಸಂಘದ ಕಾರ್ಯದರ್ಶಿ ಅವರು ಭಾಗವಹಿಸುವರು. ದಿನ್ನೆಪ್ಪ ಗ್ರಾಮಪಂಚಾಯಿತಿ ಅಧ್ಯಕ್ಷರಾದ ಪಾರ್ವತಿ ಬಾಯಿ, ಅಜ್ಜಿಪುರ ಗ್ರಾಮಪಂಚಾಯಿತಿ ಅಧ್ಯಕ್ಷರಾದ ರುದ್ರಾನಾಯಕ್, ಪೊನ್ನಾಚಿ ಗ್ರಾಮಪಂಚಾಯಿತಿ ಅಧ್ಯಕ್ಷರಾದ ಶಿವಪ್ರಕಾಶ್ ನಾಯಕ್, ಹಾಗೂ ಕಮಿಟಿ ಸದಸ್ಯರು ಕಾರ್ಯಕ್ರಮದಲ್ಲಿ ಭಾಗವಹಿಸುವರು. (921, 298, 1278, 626)
date-line: 03ನೇ ಜನವರಿ 2025 ಶುಕ್ರವಾರ ಪುಟ 4 (829, 162, 1125, 186)
ad-rule (151, 1841, 899, 1843)
cell: – (736, 2023, 895, 2039)
